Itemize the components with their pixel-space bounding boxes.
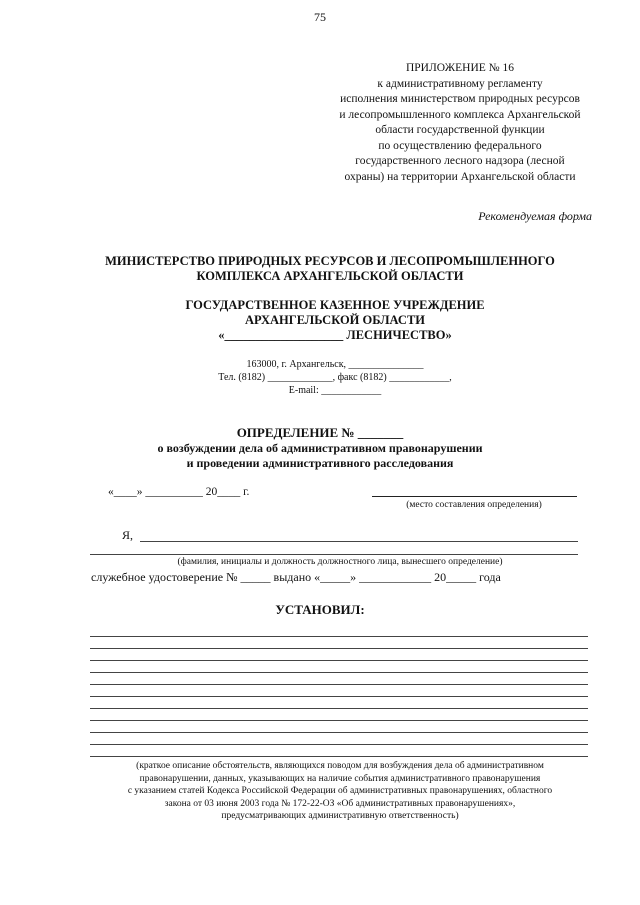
fio-caption: (фамилия, инициалы и должность должностного лица, вынесшего определение) (177, 557, 503, 567)
circumstances-line[interactable] (90, 696, 588, 697)
appendix-line: ПРИЛОЖЕНИЕ № 16 (405, 62, 514, 74)
recommended-form-label: Рекомендуемая форма (478, 209, 592, 223)
circumstances-line[interactable] (90, 720, 588, 721)
determination-title: ОПРЕДЕЛЕНИЕ № _______ (236, 425, 404, 440)
institution-line: АРХАНГЕЛЬСКОЙ ОБЛАСТИ (245, 313, 425, 327)
contact-block (120, 358, 550, 397)
forestry-name-line: «___________________ ЛЕСНИЧЕСТВО» (218, 328, 452, 342)
appendix-line: к административному регламенту (377, 77, 543, 90)
appendix-line: и лесопромышленного комплекса Архангельской (339, 108, 581, 121)
circumstances-line[interactable] (90, 660, 588, 661)
caption-line: с указанием статей Кодекса Российской Федерации об административных правонарушениях, областного (127, 786, 553, 796)
appendix-line: охраны) на территории Архангельской области (344, 170, 576, 183)
ministry-line: МИНИСТЕРСТВО ПРИРОДНЫХ РЕСУРСОВ И ЛЕСОПРОМЫШЛЕННОГО (105, 254, 555, 268)
circumstances-line[interactable] (90, 672, 588, 673)
email-line: E-mail: ____________ (288, 385, 382, 396)
circumstances-line[interactable] (90, 708, 588, 709)
appendix-line: государственного лесного надзора (лесной (355, 155, 565, 167)
circumstances-line[interactable] (90, 756, 588, 757)
place-field-line[interactable] (372, 496, 577, 497)
circumstances-line[interactable] (90, 648, 588, 649)
official-name-line[interactable] (140, 541, 578, 542)
determination-subtitle (0, 441, 640, 471)
appendix-line: исполнения министерством природных ресурсов (340, 93, 580, 105)
institution-line: ГОСУДАРСТВЕННОЕ КАЗЕННОЕ УЧРЕЖДЕНИЕ (185, 298, 485, 312)
established-heading: УСТАНОВИЛ: (275, 602, 365, 617)
appendix-line: области государственной функции (375, 124, 545, 136)
place-caption: (место составления определения) (406, 500, 542, 510)
caption-line: предусматривающих административную ответственность) (221, 811, 459, 821)
caption-line: правонарушении, данных, указывающих на наличие события административного правонарушения (139, 773, 541, 784)
certificate-line: служебное удостоверение № _____ выдано «_____» ____________ 20_____ года (91, 570, 501, 584)
determination-subtitle-line: о возбуждении дела об административном правонарушении (157, 441, 483, 455)
ya-label: Я, (122, 528, 134, 542)
phone-fax-line: Тел. (8182) _____________, факс (8182) ____________, (218, 372, 452, 383)
circumstances-line[interactable] (90, 684, 588, 685)
institution-heading (120, 298, 550, 343)
ministry-line: КОМПЛЕКСА АРХАНГЕЛЬСКОЙ ОБЛАСТИ (196, 269, 464, 283)
circumstances-line[interactable] (90, 732, 588, 733)
appendix-header (310, 61, 610, 185)
page-number: 75 (314, 10, 326, 24)
circumstances-line[interactable] (90, 636, 588, 637)
caption-line: закона от 03 июня 2003 года № 172-22-ОЗ «Об административных правонарушениях», (164, 798, 516, 809)
appendix-line: по осуществлению федерального (378, 139, 542, 152)
official-name-line[interactable] (90, 554, 578, 555)
ministry-heading (60, 254, 600, 284)
circumstances-line[interactable] (90, 744, 588, 745)
determination-subtitle-line: и проведении административного расследования (186, 456, 454, 470)
caption-line: (краткое описание обстоятельств, являющихся поводом для возбуждения дела об административном (136, 761, 544, 771)
address-line: 163000, г. Архангельск, _______________ (246, 359, 424, 370)
circumstances-caption (80, 760, 600, 823)
date-field[interactable]: «____» __________ 20____ г. (108, 486, 250, 498)
